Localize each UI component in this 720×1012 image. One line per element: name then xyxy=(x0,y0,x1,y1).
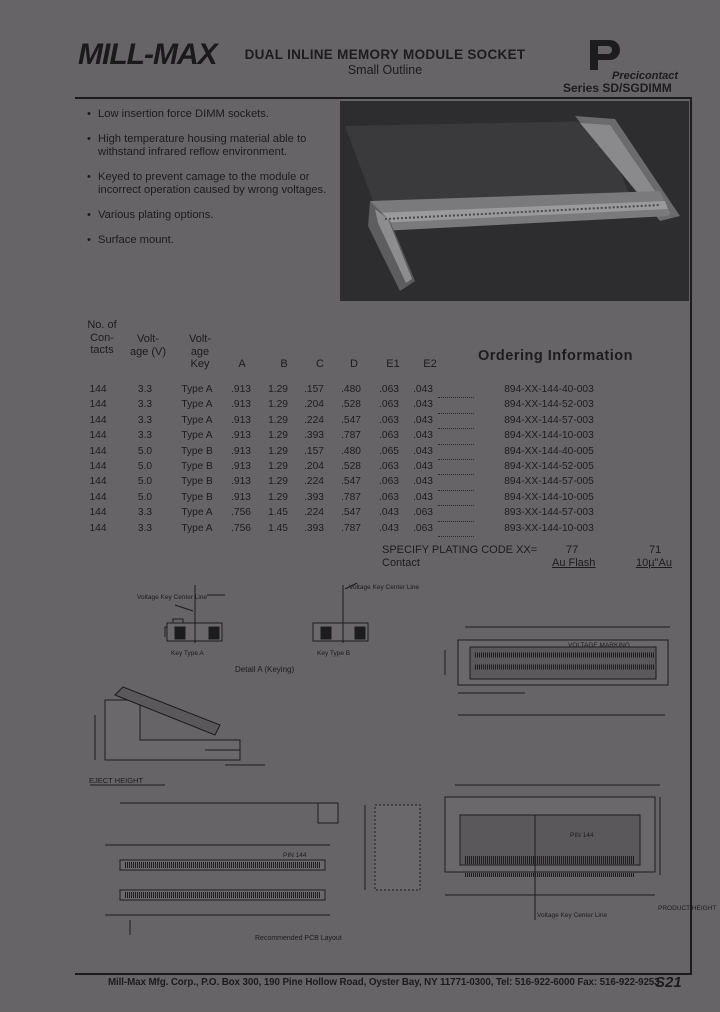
cell-c: .224 xyxy=(304,414,324,426)
cell-voltage: 5.0 xyxy=(137,445,153,457)
cell-a: .913 xyxy=(231,460,251,472)
cell-d: .547 xyxy=(341,414,361,426)
cell-d: .787 xyxy=(341,430,361,442)
key-type-b-drawing xyxy=(313,583,368,643)
cell-e1: .065 xyxy=(379,445,399,457)
table-row xyxy=(78,413,624,428)
leader-dots xyxy=(438,475,474,490)
leader-dots xyxy=(438,506,474,521)
socket-side-view xyxy=(95,687,265,765)
cell-b: 1.29 xyxy=(268,491,288,503)
cell-contacts: 144 xyxy=(89,399,107,411)
socket-top-view xyxy=(445,627,670,715)
voltage-marking-label: VOLTAGE MARKING xyxy=(568,642,630,649)
cell-e1: .063 xyxy=(379,414,399,426)
cell-c: .157 xyxy=(304,384,324,396)
col-header-b: B xyxy=(280,358,288,370)
page-title: DUAL INLINE MEMORY MODULE SOCKET xyxy=(244,47,526,62)
cell-c: .393 xyxy=(304,491,324,503)
ordering-information-title: Ordering Information xyxy=(478,348,633,364)
table-row xyxy=(78,429,624,444)
mill-max-logo xyxy=(78,38,217,72)
cell-c: .204 xyxy=(304,460,324,472)
cell-a: .913 xyxy=(231,476,251,488)
cell-part-number: 894-XX-144-10-005 xyxy=(504,491,594,503)
cell-part-number: 894-XX-144-40-005 xyxy=(504,445,594,457)
cell-part-number: 893-XX-144-10-003 xyxy=(504,522,594,534)
table-row xyxy=(78,490,624,505)
cell-e1: .063 xyxy=(379,460,399,472)
cell-b: 1.45 xyxy=(268,522,288,534)
cell-e2: .043 xyxy=(413,384,433,396)
cell-e2: .043 xyxy=(413,430,433,442)
cell-d: .547 xyxy=(341,476,361,488)
cell-part-number: 894-XX-144-52-005 xyxy=(504,460,594,472)
cell-contacts: 144 xyxy=(89,507,107,519)
socket-bottom-right-view xyxy=(445,785,660,920)
eject-height-label: EJECT HEIGHT xyxy=(89,776,144,785)
cell-e1: .063 xyxy=(379,476,399,488)
cell-c: .224 xyxy=(304,476,324,488)
cell-part-number: 894-XX-144-57-003 xyxy=(504,414,594,426)
product-photo xyxy=(340,101,689,301)
cell-b: 1.29 xyxy=(268,460,288,472)
cell-key: Type A xyxy=(181,399,213,411)
cell-part-number: 894-XX-144-52-003 xyxy=(504,399,594,411)
leader-dots xyxy=(438,490,474,505)
cell-voltage: 5.0 xyxy=(137,476,153,488)
cell-a: .913 xyxy=(231,399,251,411)
cell-a: .756 xyxy=(231,522,251,534)
cell-e1: .063 xyxy=(379,384,399,396)
cell-b: 1.29 xyxy=(268,445,288,457)
pin-144-b-label: PIN 144 xyxy=(570,832,594,839)
series-label: Series SD/SGDIMM xyxy=(563,81,672,95)
col-header-e1: E1 xyxy=(386,358,400,370)
table-row xyxy=(78,459,624,474)
cell-contacts: 144 xyxy=(89,460,107,472)
cell-contacts: 144 xyxy=(89,430,107,442)
cell-key: Type A xyxy=(181,384,213,396)
key-type-b-caption: Key Type B xyxy=(317,650,351,657)
cell-c: .204 xyxy=(304,399,324,411)
pin-144-label: PIN 144 xyxy=(283,852,307,859)
feature-list xyxy=(85,108,335,259)
leader-dots xyxy=(438,398,474,413)
cell-e2: .043 xyxy=(413,491,433,503)
col-header-d: D xyxy=(350,358,358,370)
key-b-label: Voltage Key Center Line xyxy=(349,584,420,591)
cell-e2: .063 xyxy=(413,522,433,534)
cell-b: 1.45 xyxy=(268,507,288,519)
cell-d: .528 xyxy=(341,460,361,472)
table-row xyxy=(78,398,624,413)
cell-b: 1.29 xyxy=(268,384,288,396)
col-header-voltage: Volt- age (V) xyxy=(129,333,167,358)
table-row xyxy=(78,444,624,459)
col-header-a: A xyxy=(238,358,246,370)
table-row xyxy=(78,383,624,398)
cell-c: .224 xyxy=(304,507,324,519)
cell-b: 1.29 xyxy=(268,399,288,411)
cell-a: .913 xyxy=(231,491,251,503)
leader-dots xyxy=(438,413,474,428)
pcb-layout-view xyxy=(90,785,338,935)
leader-dots xyxy=(438,459,474,474)
cell-a: .913 xyxy=(231,430,251,442)
cell-e2: .043 xyxy=(413,460,433,472)
right-rule xyxy=(690,97,692,975)
cell-e2: .043 xyxy=(413,414,433,426)
top-rule xyxy=(75,97,692,99)
feature-item: • Surface mount. xyxy=(85,234,335,247)
socket-profile-view xyxy=(365,805,420,890)
cell-a: .913 xyxy=(231,414,251,426)
cell-voltage: 3.3 xyxy=(137,522,153,534)
feature-item: • Keyed to prevent camage to the module or incorrect operation caused by wrong voltages. xyxy=(85,171,335,197)
cell-key: Type B xyxy=(181,491,213,503)
cell-e1: .063 xyxy=(379,399,399,411)
page-subtitle: Small Outline xyxy=(347,63,423,77)
technical-drawings xyxy=(75,575,717,970)
cell-c: .157 xyxy=(304,445,324,457)
col-header-e2: E2 xyxy=(423,358,437,370)
cell-e2: .063 xyxy=(413,507,433,519)
cell-b: 1.29 xyxy=(268,476,288,488)
cell-e1: .063 xyxy=(379,491,399,503)
footer-address: Mill-Max Mfg. Corp., P.O. Box 300, 190 Pine Hollow Road, Oyster Bay, NY 11771-0300, Tel: 516-922-6000 Fax: 516-922-9253 xyxy=(108,977,660,988)
cell-b: 1.29 xyxy=(268,414,288,426)
cell-part-number: 893-XX-144-57-003 xyxy=(504,507,594,519)
feature-item: • Low insertion force DIMM sockets. xyxy=(85,108,335,121)
cell-contacts: 144 xyxy=(89,522,107,534)
plating-label: SPECIFY PLATING CODE XX= xyxy=(382,544,538,556)
cell-voltage: 5.0 xyxy=(137,460,153,472)
cell-contacts: 144 xyxy=(89,476,107,488)
precicontact-brand: Precicontact xyxy=(612,70,679,82)
table-row xyxy=(78,521,624,536)
cell-e2: .043 xyxy=(413,399,433,411)
cell-d: .480 xyxy=(341,384,361,396)
cell-voltage: 3.3 xyxy=(137,507,153,519)
cell-e1: .043 xyxy=(379,507,399,519)
feature-item: • High temperature housing material able to withstand infrared reflow environment. xyxy=(85,133,335,159)
cell-key: Type A xyxy=(181,430,213,442)
cell-a: .913 xyxy=(231,384,251,396)
cell-contacts: 144 xyxy=(89,491,107,503)
cell-e1: .043 xyxy=(379,522,399,534)
spec-table xyxy=(78,383,624,537)
cell-contacts: 144 xyxy=(89,414,107,426)
cell-e1: .063 xyxy=(379,430,399,442)
cell-voltage: 5.0 xyxy=(137,491,153,503)
leader-dots xyxy=(438,444,474,459)
cell-e2: .043 xyxy=(413,445,433,457)
contact-label: Contact xyxy=(382,557,420,569)
cell-contacts: 144 xyxy=(89,445,107,457)
cell-d: .787 xyxy=(341,522,361,534)
precicontact-p-icon xyxy=(588,38,622,72)
cell-key: Type B xyxy=(181,476,213,488)
bottom-rule xyxy=(75,973,692,975)
plating-code: 77 xyxy=(566,544,579,556)
cell-e2: .043 xyxy=(413,476,433,488)
cell-d: .787 xyxy=(341,491,361,503)
leader-dots xyxy=(438,429,474,444)
cell-part-number: 894-XX-144-10-003 xyxy=(504,430,594,442)
cell-key: Type A xyxy=(181,414,213,426)
cell-d: .480 xyxy=(341,445,361,457)
cell-d: .547 xyxy=(341,507,361,519)
cell-contacts: 144 xyxy=(89,384,107,396)
cell-b: 1.29 xyxy=(268,430,288,442)
col-header-c: C xyxy=(316,358,324,370)
cell-voltage: 3.3 xyxy=(137,414,153,426)
cell-key: Type B xyxy=(181,445,213,457)
cell-key: Type A xyxy=(181,507,213,519)
cell-key: Type B xyxy=(181,460,213,472)
cell-c: .393 xyxy=(304,430,324,442)
cell-voltage: 3.3 xyxy=(137,399,153,411)
page-number: S21 xyxy=(655,974,682,991)
col-header-contacts: No. of Con- tacts xyxy=(87,319,117,356)
detail-a-caption: Detail A (Keying) xyxy=(235,665,295,674)
leader-dots xyxy=(438,383,474,398)
col-header-key: Volt- age Key xyxy=(188,333,211,370)
spec-table-body xyxy=(78,383,624,536)
socket-photo-illustration xyxy=(340,101,689,301)
plating-finish: Au Flash xyxy=(552,557,596,569)
key-type-a-caption: Key Type A xyxy=(171,650,204,657)
plating-code: 71 xyxy=(649,544,662,556)
recommended-layout-caption: Recommended PCB Layout xyxy=(255,935,342,942)
cell-part-number: 894-XX-144-57-005 xyxy=(504,476,594,488)
cell-c: .393 xyxy=(304,522,324,534)
cell-a: .913 xyxy=(231,445,251,457)
cell-part-number: 894-XX-144-40-003 xyxy=(504,384,594,396)
feature-item: • Various plating options. xyxy=(85,209,335,222)
cell-a: .756 xyxy=(231,507,251,519)
leader-dots xyxy=(438,521,474,536)
logo-left-text: MILL-MAX xyxy=(78,38,217,71)
voltage-key-bottom-label: Voltage Key Center Line xyxy=(537,912,608,919)
table-row xyxy=(78,506,624,521)
key-a-label: Voltage Key Center Line xyxy=(137,594,208,601)
cell-voltage: 3.3 xyxy=(137,430,153,442)
product-height-label: PRODUCT HEIGHT xyxy=(658,905,717,912)
cell-d: .528 xyxy=(341,399,361,411)
cell-voltage: 3.3 xyxy=(137,384,153,396)
plating-finish: 10µ"Au xyxy=(636,557,672,569)
cell-key: Type A xyxy=(181,522,213,534)
table-row xyxy=(78,475,624,490)
